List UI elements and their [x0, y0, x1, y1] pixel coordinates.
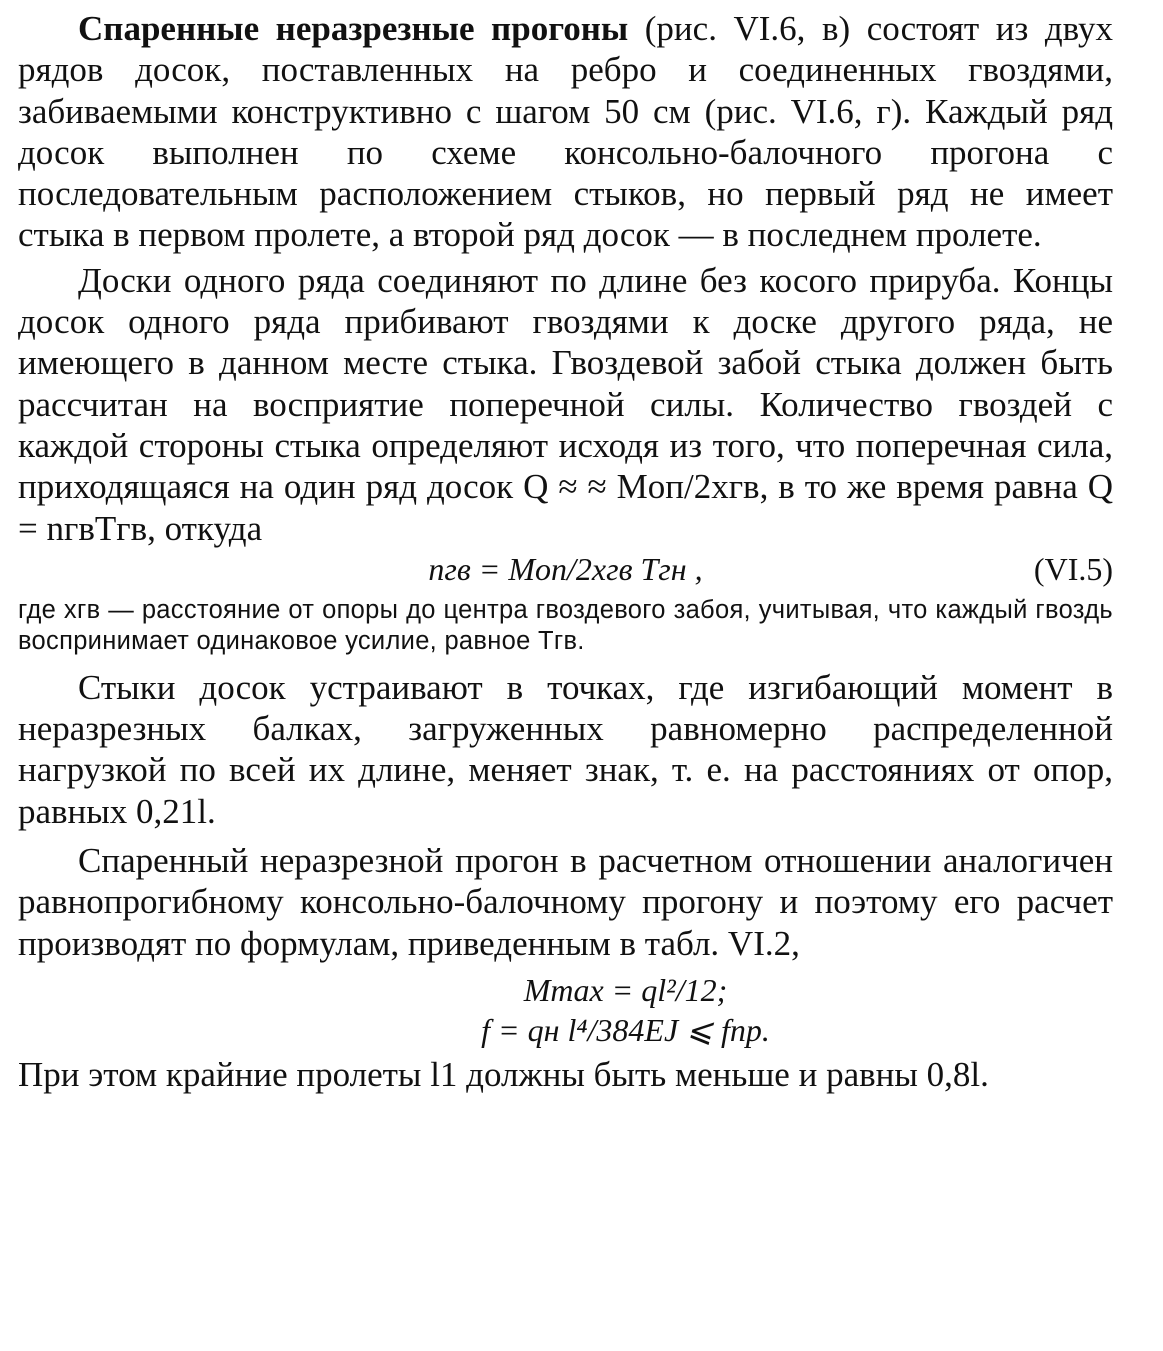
formula-mmax-expression: Mmax = ql²/12;: [523, 971, 728, 1008]
paragraph-board-joints: Доски одного ряда соединяют по длине без косого прируба. Концы досок одного ряда прибивают гвоздями к доске другого ряда, не имеющего в данном месте стыка. Гвоздевой забой стыка должен быть рассчитан на восприятие поперечной силы. Количество гвоздей с каждой стороны стыка определяют исходя из того, что поперечная сила, приходящаяся на один ряд досок Q ≈ ≈ Mоп/2xгв, в то же время равна Q = nгвTгв, откуда: [18, 260, 1113, 548]
document-page: [18, 8, 1113, 1095]
paragraph-end-spans: При этом крайние пролеты l1 должны быть меньше и равны 0,8l.: [18, 1054, 989, 1094]
formula-vi5: [18, 549, 1113, 589]
formula-mmax: [18, 970, 1113, 1010]
paragraph-paired-purlins: [18, 8, 1113, 256]
formula-deflection-expression: f = qн l⁴/384EJ ⩽ fпр.: [481, 1011, 770, 1048]
paragraph-calculation-method: Спаренный неразрезной прогон в расчетном отношении аналогичен равнопрогибному консольно-балочному прогону и поэтому его расчет производят по формулам, приведенным в табл. VI.2,: [18, 841, 1113, 963]
paragraph-lead-term: Спаренные неразрезные прогоны: [78, 9, 629, 48]
paragraph-body: (рис. VI.6, в) состоят из двух рядов досок, поставленных на ребро и соединенных гвоздями, забиваемыми конструктивно с шагом 50 см (рис. VI.6, г). Каждый ряд досок выполнен по схеме консольно-балочного прогона с последовательным расположением стыков, но первый ряд не имеет стыка в первом пролете, а второй ряд досок — в последнем пролете.: [18, 9, 1114, 255]
formula-footnote: где xгв — расстояние от опоры до центра гвоздевого забоя, учитывая, что каждый гвоздь воспринимает одинаковое усилие, равное Tгв.: [18, 595, 1113, 655]
paragraph-joint-location: Стыки досок устраивают в точках, где изгибающий момент в неразрезных балках, загруженных равномерно распределенной нагрузкой по всей их длине, меняет знак, т. е. на расстояниях от опор, равных 0,21l.: [18, 667, 1113, 831]
formula-vi5-expression: nгв = Mоп/2xгв Tгн ,: [428, 550, 703, 587]
formula-deflection: [18, 1010, 1113, 1050]
formula-vi5-number: (VI.5): [1033, 550, 1113, 587]
formula-block-table-vi2: [18, 970, 1113, 1050]
